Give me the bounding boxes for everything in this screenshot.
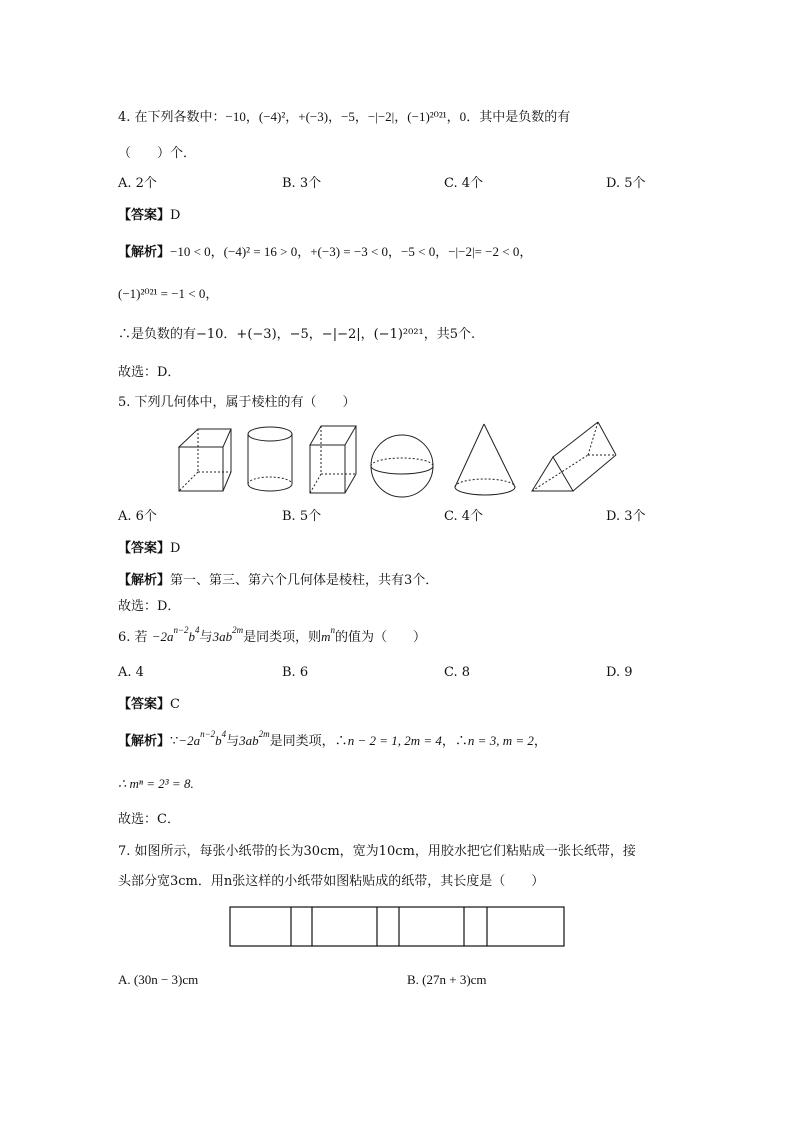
q6-option-c: C. 8 <box>444 665 471 680</box>
triangular-prism-icon <box>532 422 616 491</box>
q5-answer: 【答案】D <box>118 541 181 556</box>
q5-option-c: C. 4个 <box>444 509 484 524</box>
q5-option-b: B. 5个 <box>282 509 322 524</box>
q4-numbers: −10，(−4)²，+(−3)，−5，−|−2|，(−1)²⁰²¹，0 <box>225 109 467 124</box>
q4-analysis-line2: (−1)²⁰²¹ = −1 < 0， <box>118 286 219 301</box>
rectangular-prism-icon <box>310 426 356 493</box>
q4-stem-line2: （ ）个． <box>118 146 197 161</box>
q6-stem: 6. 若 $-2a^{n-2}b^4$与$3ab^{2m}$是同类项，则$m^n$的值为（ ） <box>118 625 426 645</box>
cone-icon <box>455 424 515 495</box>
q7-stem-line1: 7. 如图所示，每张小纸带的长为30cm，宽为10cm，用胶水把它们粘贴成一张长纸带，接 <box>118 844 636 859</box>
paper-strip-figure <box>229 906 567 948</box>
cylinder-icon <box>248 427 292 491</box>
q4-option-d: D. 5个 <box>606 176 646 191</box>
q5-stem: 5. 下列几何体中，属于棱柱的有（ ） <box>118 395 356 410</box>
q5-option-a: A. 6个 <box>118 509 157 524</box>
q5-option-d: D. 3个 <box>606 509 646 524</box>
cube-icon <box>179 429 231 491</box>
q6-option-d: D. 9 <box>606 665 633 680</box>
q6-analysis-line1: 【解析】$\because-2a^{n-2}b^4$与$3ab^{2m}$是同类项，∴n − 2 = 1, 2m = 4，∴n = 3, m = 2， <box>118 729 547 749</box>
q6-answer: 【答案】C <box>118 697 180 712</box>
q4-option-c: C. 4个 <box>444 176 484 191</box>
q6-option-a: A. 4 <box>118 665 144 680</box>
q7-option-b: B. (27n + 3)cm <box>407 972 487 987</box>
q6-analysis-line2: ∴ mⁿ = 2³ = 8. <box>118 776 194 791</box>
q6-term2: $3ab^{2m}$ <box>212 625 244 644</box>
q7-stem-line2: 头部分宽3cm．用n张这样的小纸带如图粘贴成的纸带，其长度是（ ） <box>118 874 545 889</box>
q6-term1: $-2a^{n-2}b^4$ <box>151 625 200 644</box>
q6-m-power-n: $m^n$ <box>321 625 335 644</box>
q5-choose: 故选：D． <box>118 599 181 614</box>
q4-option-a: A. 2个 <box>118 176 157 191</box>
q7-option-a: A. (30n − 3)cm <box>118 972 199 987</box>
q5-shapes-figure <box>170 420 630 500</box>
strip-outline <box>230 907 564 946</box>
q4-analysis-line1: 【解析】−10 < 0，(−4)² = 16 > 0，+(−3) = −3 < 0，−5 < 0，−|−2|= −2 < 0， <box>118 244 533 260</box>
q4-option-b: B. 3个 <box>282 176 322 191</box>
q4-stem: 4. 在下列各数中：−10，(−4)²，+(−3)，−5，−|−2|，(−1)²⁰²¹，0．其中是负数的有 <box>118 109 571 125</box>
q4-analysis-line3: ∴是负数的有−10．+(−3)，−5，−|−2|，(−1)²⁰²¹，共5个. <box>118 327 476 342</box>
q6-option-b: B. 6 <box>282 665 309 680</box>
q6-choose: 故选：C． <box>118 812 180 827</box>
q4-choose: 故选：D． <box>118 365 181 380</box>
q4-answer: 【答案】D <box>118 208 181 223</box>
q5-analysis: 【解析】第一、第三、第六个几何体是棱柱，共有3个． <box>118 573 439 588</box>
sphere-icon <box>371 435 433 497</box>
